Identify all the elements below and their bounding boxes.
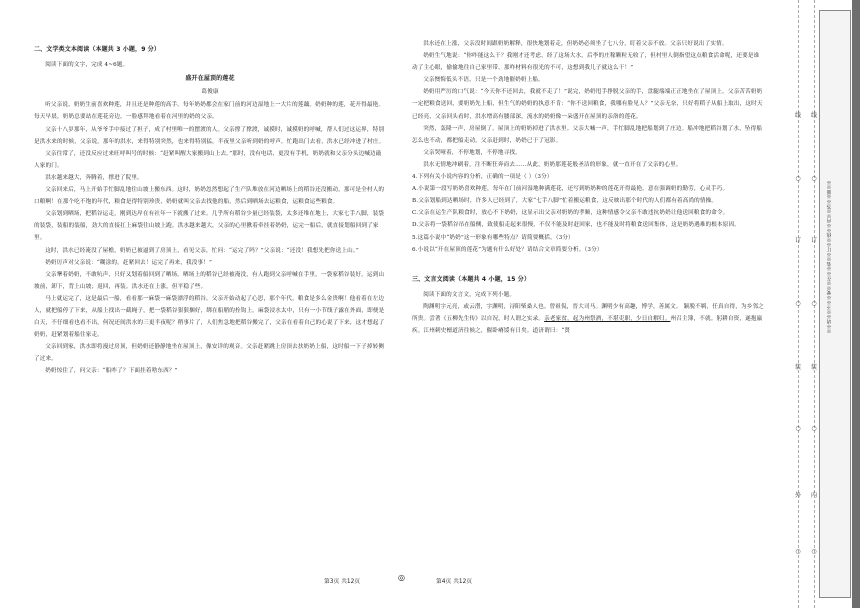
edge-stripe (852, 0, 860, 608)
story-paragraph: 洪水越来越大，奔腾着，撑进了院里。 (45, 174, 143, 181)
gutter-circle: ○ (795, 425, 801, 432)
gutter-word: 内 (810, 492, 817, 499)
gutter-circle: ○ (795, 175, 801, 182)
gutter-word: 线 (794, 112, 801, 119)
left-column (34, 44, 386, 378)
question-6: 6.小说以“开在屋顶的莲花”为题有什么好处？请结合文章简要分析。（3分） (412, 246, 603, 253)
story-paragraph: 父亲回到家，洪水即将漫过房顶，但奶奶还静静地坐在屋顶上，像安详的观音。父亲赶紧跳上房顶去扶奶奶上船，这时船一下子掉转侧了过来。 (34, 344, 385, 363)
story-paragraph: 父亲十八岁那年，从爷爷手中接过了担子，成了村里唯一的摆渡的人。父亲撑了撑渡，诚摸时，诚摸奶的呼喊，帮人们过这运界，特别是洪水来的时候，父亲说，那年的洪水，来得特别突然，也来得特别猛，半夜里父亲听到奶的呼声，忙跑出门去看，洪水已经冲进了村庄。 (34, 126, 385, 145)
story-title: 盛开在屋顶的莲花 (185, 75, 235, 83)
story-paragraph: 洪水还在上涨，父亲没时间跟奶奶解释，很快地划着走，但奶奶必须坐了七八分，盯着父亲不放。父亲只好说出了实情。 (423, 41, 728, 47)
binding-gutter (794, 0, 860, 608)
gutter-circle: ○ (811, 300, 817, 307)
story-paragraph: 洪水无情地冲刷着，注不断狂奔而去……从此，奶奶那莲花般圣洁的形象，就一直开在了父亲的心里。 (423, 161, 682, 168)
gutter-circle: ○ (795, 300, 801, 307)
question-4-option-b: B.父亲划船到达晒场时，许多人已经到了，大家“七手八脚”忙着搬运粮食，这反映出那个时代的人们都有着高尚的情操。 (412, 198, 718, 205)
classical-instruction: 阅读下面的文言文，完成下列小题。 (423, 291, 516, 298)
section-heading-classical: 三、文言文阅读（本题共 4 小题，15 分） (412, 275, 531, 283)
question-4-stem: 4.下列有关小说内容的分析，正确的一项是（ ）（3分） (412, 174, 553, 181)
no-answer-warning: ※※请※※不※※要※※在※※装※※订※※线※※内※※答※※题※※ (827, 180, 832, 334)
story-paragraph: 奶奶生气地说：“你咋能这么干？我刚才还考虑，经了这场大水，后李的庄稼颗粒无收了，但村里人倒指望这点粮食活命呢，还要是谁动了主心眼，偷偷地往自己家里带，那咋材料有很光的不可，这想到我儿子就这么干！” (412, 53, 760, 72)
gutter-word: 线 (810, 112, 817, 119)
question-4-option-c: C.父亲在运生产队粮食时，放心不下奶奶，这显示出父亲对奶奶的孝顺，这种情感令父亲不敢违抗奶奶让他送回粮食的命令。 (412, 210, 729, 217)
page-number-right: 第4页 共12页 (436, 579, 473, 585)
gutter-word: 订 (794, 237, 801, 244)
story-paragraph: 突然，轰隆一声，房屋倒了。屋顶上的奶奶掉进了洪水里。父亲大喊一声，手忙脚乱地把船划到了庄边。船冲地把稻谷划了水，坠得船怎么也不动，都把船走动。父亲赶到时，奶奶已于了冠影。 (412, 125, 763, 144)
question-4-option-a: A.小说第一段写奶奶喜欢种莲，每年在门前河湿地种满莲花，还写到奶奶种的莲花开得最艳，意在强调奶的勤劳，心灵手巧。 (412, 186, 729, 193)
story-paragraph: 父亲哭哑着，不停地划，不停地寻找。 (423, 149, 521, 156)
story-paragraph: 奶奶厉声对父亲说：“糊涂的，赶紧回去！运完了再来，我没事！” (45, 259, 213, 266)
footer-circle-icon: ◎ (398, 573, 405, 582)
story-paragraph: 父亲往常了，还没反应过来旺呼叫号的时候：“赶紧叫醒大家搬到山上去。”那时，没有电话，更没有手机，奶奶就和父亲分头边喊边敲人家的门。 (34, 150, 382, 169)
gutter-word: 装 (810, 364, 817, 371)
story-paragraph: 父亲划到晒场，把稻谷运走，刚到达岸在有社年一下就搬了过来。几乎所有稻谷少量已经装袋，太多还堆在地上，大家七手八脚，装袋的装袋，装船的装船，劲大的直接扛上麻袋往山坡上跑。洪水越来越大，父亲的心里揪着牵挂着奶奶，运完一船后，就直接划船回到了家里。 (34, 211, 385, 242)
page-number-left: 第3页 共12页 (324, 579, 361, 585)
story-paragraph: 马上就运完了，这是最后一船，看看那一麻袋一麻袋漂浮的稻谷，父亲开始动起了心思，那个年代，粮食是多么金贵啊！他看着在左边人，就把船停了下来，从船上找出一截绳子，把一袋稻谷狠狠捆好，绑在船艄的拴钩上。麻袋浸水太中，只有一小节线子露在外面，即便是白天，不仔细看也看不出，何况还间洪水的三更半夜呢？稍事片了，人们焦急地把稻谷搬完了，父亲在看着自己的心说了下来，这才想起了奶奶，赶紧划着船往家走。 (34, 295, 385, 339)
classical-text-1: 陶渊明字元亮，或云潜，字渊明，浔阳柴桑人也。曾祖侃，晋大司马。渊明少有高趣，博学，善属文。 颖脱不羁，任真自得，为乡邻之所贵。尝著《五柳先生传》以自况，时人谓之实录。 (412, 303, 764, 322)
classical-passage (412, 301, 764, 337)
story-paragraph: 父亲懊悔低头不语，只是一个劲地催奶奶上船。 (423, 77, 544, 84)
story-paragraph: 父亲犟着奶奶，不敢吭声，只好又划着船回到了晒场。晒场上的稻谷已经被淹没，有人跑到父亲呼喊在手里，一袋家稻谷装好，运到山坡前，卸下，背上山坡；返回，再装。洪水还在上涨，但平稳了些。 (34, 271, 385, 290)
story-paragraph: 父亲回来后，马上开始手忙脚乱地往山坡上搬东西。这时，奶奶忽然想起了生产队堆放在河边晒场上的稻谷还没搬动，那可是全村人的口粮啊！在那个吃不饱的年代，粮食是得特别珍贵，奶奶就叫父亲去找他的船，然后到晒场去运粮食，运粮食运些粮食。 (34, 187, 385, 206)
question-5: 5.这篇小说中“奶奶”这一形象有哪些特点？请简要概括。（3分） (412, 234, 574, 241)
gutter-word: 订 (810, 237, 817, 244)
question-4-option-d: D.父亲将一袋稻谷吊在船侧，致使船走起来很慢，不仅不能及时赶回家，也不能及时将粮食送回集体，这是奶奶遇难的根本原因。 (412, 222, 741, 229)
classical-underlined-a: 亲老家贫，起为州祭酒，不堪吏职，少日自解归。 (544, 315, 671, 322)
story-paragraph: 这时，洪水已经淹没了屋檐，奶奶已被逼到了房顶上，看见父亲，忙问：“运完了吗？”父亲说：“还没！我想先把你送上山。” (45, 247, 359, 254)
gutter-circle: ○ (811, 425, 817, 432)
right-column (412, 38, 764, 337)
section-heading-literary: 二、文学类文本阅读（本题共 3 小题，9 分） (34, 46, 161, 53)
gutter-word: 装 (794, 364, 801, 371)
story-paragraph: 奶奶用严厉的口气说：“今天你不还回去，我就不走了！”说完，奶奶甩手挣脱父亲的手，盘腿端端正正地坐在了屋顶上。父亲苦苦奶奶一定把粮食送回，要奶奶先上船，但生气的奶奶的执意不肯：“你不送回粮食，我哪有脸见人？”父亲无奈，只好将稻子从船上取出，这时天已经亮，父亲回头看时，洪水增高有腰部深，流水的奶奶像一朵盛开在屋顶的亲洛的莲花。 (412, 89, 763, 120)
gutter-circle: ○ (811, 548, 817, 555)
story-paragraph: 奶奶惊住了，问父亲：“船咋了？下面挂着啥东西？” (45, 368, 178, 375)
story-author: 葛俊康 (201, 89, 219, 96)
gutter-word: 外 (794, 492, 801, 499)
gutter-circle: ○ (795, 548, 801, 555)
gutter-circle: ○ (811, 175, 817, 182)
reading-instruction: 阅读下面的文字，完成 4~6题。 (45, 62, 129, 69)
story-paragraph: 听父亲说，奶奶生前喜欢种莲，并且还是种莲的高手。每年奶奶都会在家门前的河边湿地上一大片的莲藕。奶奶种的莲，花开得最艳。每天早晨，奶奶总要站在莲花旁边，一脸感拜地看着在河里的奶的父亲。 (34, 102, 385, 121)
classical-text-2: 州召主簿，不就。躬耕自资，遂抱羸疾。江州刺史檀道济往候之，偃卧瘠馁有日矣。道济谓曰：“贤 (412, 315, 763, 335)
